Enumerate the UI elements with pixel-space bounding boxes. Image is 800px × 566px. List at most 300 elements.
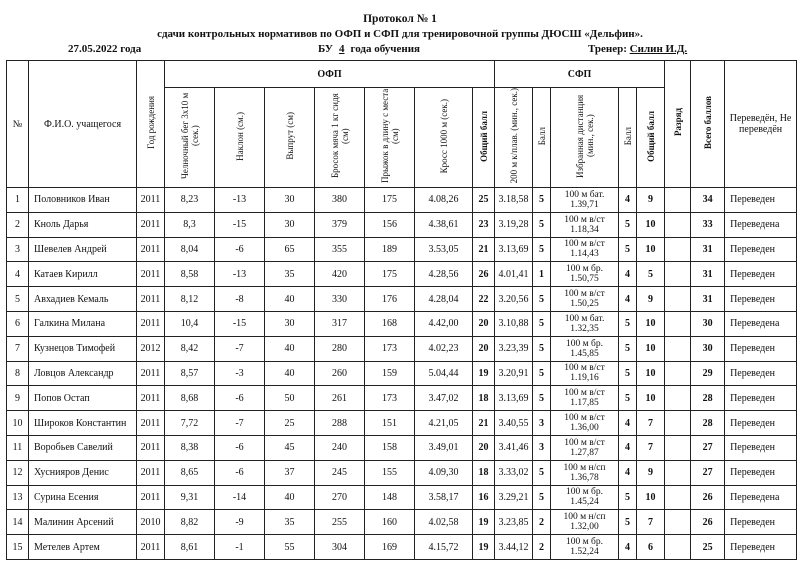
cell-status: Переведена bbox=[725, 485, 797, 510]
cell-rank bbox=[665, 485, 691, 510]
cell-ofp: 25 bbox=[473, 188, 495, 213]
cell-n: 3 bbox=[7, 237, 29, 262]
col-swim200: 200 м к/плав. (мин., сек.) bbox=[495, 88, 533, 188]
cell-long: 160 bbox=[365, 510, 415, 535]
cell-sfp: 10 bbox=[637, 361, 665, 386]
cell-status: Переведен bbox=[725, 435, 797, 460]
cell-ofp: 20 bbox=[473, 435, 495, 460]
cell-birth: 2011 bbox=[137, 287, 165, 312]
table-row bbox=[7, 460, 797, 485]
cell-sfp: 10 bbox=[637, 311, 665, 336]
distance-label: 100 м в/ст bbox=[564, 214, 605, 225]
distance-label: 100 м бр. bbox=[566, 487, 603, 498]
cell-jump: 40 bbox=[265, 361, 315, 386]
cell-s1: 2 bbox=[533, 510, 551, 535]
table-row bbox=[7, 212, 797, 237]
col-num: № bbox=[7, 61, 29, 188]
cell-jump: 50 bbox=[265, 386, 315, 411]
cell-chosen-distance bbox=[551, 311, 619, 336]
cell-status: Переведен bbox=[725, 262, 797, 287]
cell-cross: 3.49,01 bbox=[415, 435, 473, 460]
cell-shuttle: 8,57 bbox=[165, 361, 215, 386]
cell-n: 13 bbox=[7, 485, 29, 510]
cell-s1: 5 bbox=[533, 188, 551, 213]
distance-label: 100 м в/ст bbox=[564, 388, 605, 399]
cell-jump: 40 bbox=[265, 336, 315, 361]
cell-name: Хуснияров Денис bbox=[29, 460, 137, 485]
cell-rank bbox=[665, 460, 691, 485]
distance-time: 1.32,35 bbox=[570, 323, 599, 334]
cell-name: Кноль Дарья bbox=[29, 212, 137, 237]
table-row bbox=[7, 287, 797, 312]
cell-ball: 261 bbox=[315, 386, 365, 411]
cell-birth: 2011 bbox=[137, 460, 165, 485]
cell-s2: 4 bbox=[619, 188, 637, 213]
cell-status: Переведена bbox=[725, 212, 797, 237]
cell-rank bbox=[665, 411, 691, 436]
cell-birth: 2011 bbox=[137, 361, 165, 386]
cell-rank bbox=[665, 435, 691, 460]
cell-bend: -15 bbox=[215, 311, 265, 336]
cell-birth: 2011 bbox=[137, 386, 165, 411]
cell-bend: -13 bbox=[215, 188, 265, 213]
cell-rank bbox=[665, 336, 691, 361]
cell-birth: 2011 bbox=[137, 237, 165, 262]
cell-shuttle: 8,68 bbox=[165, 386, 215, 411]
document-title: Протокол № 1 bbox=[363, 13, 437, 25]
table-row bbox=[7, 262, 797, 287]
distance-time: 1.39,71 bbox=[570, 199, 599, 210]
cell-ofp: 19 bbox=[473, 535, 495, 560]
cell-long: 168 bbox=[365, 311, 415, 336]
cell-name: Галкина Милана bbox=[29, 311, 137, 336]
cell-ball: 288 bbox=[315, 411, 365, 436]
cell-s1: 1 bbox=[533, 262, 551, 287]
cell-sfp: 10 bbox=[637, 237, 665, 262]
coach-name: Силин И.Д. bbox=[629, 43, 688, 55]
cell-shuttle: 8,65 bbox=[165, 460, 215, 485]
cell-cross: 3.53,05 bbox=[415, 237, 473, 262]
cell-n: 10 bbox=[7, 411, 29, 436]
cell-status: Переведен bbox=[725, 510, 797, 535]
distance-time: 1.18,34 bbox=[570, 224, 599, 235]
cell-rank bbox=[665, 188, 691, 213]
distance-label: 100 м бр. bbox=[566, 537, 603, 548]
cell-bend: -3 bbox=[215, 361, 265, 386]
cell-n: 1 bbox=[7, 188, 29, 213]
cell-birth: 2011 bbox=[137, 311, 165, 336]
cell-total: 30 bbox=[691, 336, 725, 361]
cell-bend: -7 bbox=[215, 336, 265, 361]
cell-name: Сурина Есения bbox=[29, 485, 137, 510]
cell-chosen-distance bbox=[551, 386, 619, 411]
cell-total: 31 bbox=[691, 262, 725, 287]
cell-rank bbox=[665, 535, 691, 560]
cell-name: Шевелев Андрей bbox=[29, 237, 137, 262]
cell-status: Переведен bbox=[725, 411, 797, 436]
cell-swim: 3.40,55 bbox=[495, 411, 533, 436]
col-ofp-total: Общий балл bbox=[473, 88, 495, 188]
cell-sfp: 9 bbox=[637, 287, 665, 312]
cell-ofp: 23 bbox=[473, 212, 495, 237]
col-birth: Год рождения bbox=[137, 61, 165, 188]
cell-shuttle: 8,42 bbox=[165, 336, 215, 361]
cell-s2: 5 bbox=[619, 485, 637, 510]
cell-total: 27 bbox=[691, 435, 725, 460]
cell-jump: 55 bbox=[265, 535, 315, 560]
cell-ofp: 18 bbox=[473, 460, 495, 485]
cell-ofp: 22 bbox=[473, 287, 495, 312]
cell-total: 28 bbox=[691, 386, 725, 411]
cell-shuttle: 8,38 bbox=[165, 435, 215, 460]
cell-cross: 4.42,00 bbox=[415, 311, 473, 336]
cell-birth: 2011 bbox=[137, 411, 165, 436]
cell-status: Переведен bbox=[725, 287, 797, 312]
cell-total: 34 bbox=[691, 188, 725, 213]
coach-label: Тренер: bbox=[588, 43, 627, 55]
table-row bbox=[7, 336, 797, 361]
results-table bbox=[6, 60, 797, 560]
cell-long: 159 bbox=[365, 361, 415, 386]
cell-status: Переведена bbox=[725, 311, 797, 336]
distance-label: 100 м в/ст bbox=[564, 239, 605, 250]
cell-shuttle: 9,31 bbox=[165, 485, 215, 510]
cell-rank bbox=[665, 287, 691, 312]
cell-n: 9 bbox=[7, 386, 29, 411]
distance-time: 1.45,85 bbox=[570, 348, 599, 359]
col-long-jump: Прыжок в длину с места (см) bbox=[365, 88, 415, 188]
cell-sfp: 7 bbox=[637, 411, 665, 436]
cell-bend: -7 bbox=[215, 411, 265, 436]
cell-s2: 4 bbox=[619, 535, 637, 560]
cell-s1: 5 bbox=[533, 237, 551, 262]
cell-long: 175 bbox=[365, 188, 415, 213]
cell-birth: 2011 bbox=[137, 435, 165, 460]
distance-time: 1.36,00 bbox=[570, 423, 599, 434]
table-row bbox=[7, 386, 797, 411]
cell-sfp: 5 bbox=[637, 262, 665, 287]
cell-chosen-distance bbox=[551, 287, 619, 312]
cell-n: 4 bbox=[7, 262, 29, 287]
cell-chosen-distance bbox=[551, 262, 619, 287]
cell-bend: -15 bbox=[215, 212, 265, 237]
bu-year: 4 bbox=[338, 43, 345, 55]
coach bbox=[588, 43, 687, 55]
cell-total: 26 bbox=[691, 485, 725, 510]
cell-ball: 270 bbox=[315, 485, 365, 510]
distance-label: 100 м бр. bbox=[566, 264, 603, 275]
col-ball: Бросок мяча 1 кг сидя (см) bbox=[315, 88, 365, 188]
cell-sfp: 10 bbox=[637, 485, 665, 510]
col-bend: Наклон (см.) bbox=[215, 88, 265, 188]
ofp-group-header: ОФП bbox=[165, 61, 495, 88]
cell-name: Ловцов Александр bbox=[29, 361, 137, 386]
table-row bbox=[7, 188, 797, 213]
cell-ofp: 20 bbox=[473, 336, 495, 361]
cell-ball: 330 bbox=[315, 287, 365, 312]
cell-chosen-distance bbox=[551, 460, 619, 485]
bu-prefix: БУ bbox=[318, 43, 333, 55]
cell-status: Переведен bbox=[725, 188, 797, 213]
cell-sfp: 6 bbox=[637, 535, 665, 560]
distance-time: 1.32,00 bbox=[570, 522, 599, 533]
cell-s1: 5 bbox=[533, 386, 551, 411]
cell-shuttle: 8,04 bbox=[165, 237, 215, 262]
cell-long: 169 bbox=[365, 535, 415, 560]
table-row bbox=[7, 411, 797, 436]
distance-label: 100 м бр. bbox=[566, 338, 603, 349]
cell-shuttle: 8,23 bbox=[165, 188, 215, 213]
cell-rank bbox=[665, 311, 691, 336]
cell-n: 7 bbox=[7, 336, 29, 361]
distance-time: 1.36,78 bbox=[570, 472, 599, 483]
distance-time: 1.50,25 bbox=[570, 299, 599, 310]
cell-name: Широков Константин bbox=[29, 411, 137, 436]
cell-swim: 3.19,28 bbox=[495, 212, 533, 237]
cell-ofp: 20 bbox=[473, 311, 495, 336]
col-jump-up: Выпрут (см) bbox=[265, 88, 315, 188]
cell-total: 25 bbox=[691, 535, 725, 560]
cell-swim: 3.13,69 bbox=[495, 237, 533, 262]
cell-s2: 4 bbox=[619, 460, 637, 485]
distance-label: 100 м в/ст bbox=[564, 289, 605, 300]
cell-n: 15 bbox=[7, 535, 29, 560]
cell-s2: 4 bbox=[619, 262, 637, 287]
cell-name: Половников Иван bbox=[29, 188, 137, 213]
cell-ball: 420 bbox=[315, 262, 365, 287]
cell-s2: 5 bbox=[619, 361, 637, 386]
cell-n: 11 bbox=[7, 435, 29, 460]
cell-name: Авхадиев Кемаль bbox=[29, 287, 137, 312]
cell-long: 151 bbox=[365, 411, 415, 436]
cell-s1: 5 bbox=[533, 336, 551, 361]
cell-status: Переведен bbox=[725, 361, 797, 386]
cell-ball: 245 bbox=[315, 460, 365, 485]
cell-total: 26 bbox=[691, 510, 725, 535]
cell-rank bbox=[665, 262, 691, 287]
cell-shuttle: 7,72 bbox=[165, 411, 215, 436]
cell-ball: 379 bbox=[315, 212, 365, 237]
cell-birth: 2011 bbox=[137, 262, 165, 287]
cell-swim: 3.20,91 bbox=[495, 361, 533, 386]
distance-label: 100 м бат. bbox=[564, 189, 605, 200]
bu-suffix: года обучения bbox=[350, 43, 420, 55]
sfp-group-header: СФП bbox=[495, 61, 665, 88]
cell-cross: 3.58,17 bbox=[415, 485, 473, 510]
cell-ball: 255 bbox=[315, 510, 365, 535]
cell-s1: 5 bbox=[533, 212, 551, 237]
cell-long: 173 bbox=[365, 336, 415, 361]
cell-rank bbox=[665, 212, 691, 237]
cell-cross: 4.21,05 bbox=[415, 411, 473, 436]
cell-shuttle: 8,82 bbox=[165, 510, 215, 535]
cell-status: Переведен bbox=[725, 535, 797, 560]
cell-long: 156 bbox=[365, 212, 415, 237]
cell-sfp: 7 bbox=[637, 435, 665, 460]
cell-bend: -13 bbox=[215, 262, 265, 287]
cell-jump: 37 bbox=[265, 460, 315, 485]
cell-cross: 4.28,04 bbox=[415, 287, 473, 312]
cell-s2: 5 bbox=[619, 386, 637, 411]
cell-shuttle: 8,3 bbox=[165, 212, 215, 237]
cell-bend: -6 bbox=[215, 237, 265, 262]
cell-jump: 40 bbox=[265, 485, 315, 510]
cell-name: Воробьев Савелий bbox=[29, 435, 137, 460]
cell-sfp: 9 bbox=[637, 460, 665, 485]
col-grand-total: Всего баллов bbox=[691, 61, 725, 188]
cell-ofp: 26 bbox=[473, 262, 495, 287]
cell-sfp: 10 bbox=[637, 386, 665, 411]
cell-shuttle: 8,61 bbox=[165, 535, 215, 560]
col-chosen-distance: Избранная дистанция (мин., сек.) bbox=[551, 88, 619, 188]
col-name: Ф.И.О. учащегося bbox=[29, 61, 137, 188]
cell-ofp: 21 bbox=[473, 411, 495, 436]
distance-time: 1.50,75 bbox=[570, 274, 599, 285]
cell-s2: 4 bbox=[619, 287, 637, 312]
cell-s2: 5 bbox=[619, 311, 637, 336]
cell-birth: 2012 bbox=[137, 336, 165, 361]
cell-n: 5 bbox=[7, 287, 29, 312]
cell-sfp: 7 bbox=[637, 510, 665, 535]
cell-long: 155 bbox=[365, 460, 415, 485]
training-year bbox=[318, 43, 420, 55]
cell-cross: 4.15,72 bbox=[415, 535, 473, 560]
cell-jump: 40 bbox=[265, 287, 315, 312]
cell-ball: 380 bbox=[315, 188, 365, 213]
cell-ball: 260 bbox=[315, 361, 365, 386]
cell-ball: 304 bbox=[315, 535, 365, 560]
cell-cross: 5.04,44 bbox=[415, 361, 473, 386]
cell-chosen-distance bbox=[551, 485, 619, 510]
cell-name: Метелев Артем bbox=[29, 535, 137, 560]
cell-long: 148 bbox=[365, 485, 415, 510]
cell-rank bbox=[665, 510, 691, 535]
cell-bend: -14 bbox=[215, 485, 265, 510]
cell-s1: 5 bbox=[533, 287, 551, 312]
table-row bbox=[7, 535, 797, 560]
col-sfp-total: Общий балл bbox=[637, 88, 665, 188]
cell-total: 27 bbox=[691, 460, 725, 485]
cell-swim: 3.44,12 bbox=[495, 535, 533, 560]
cell-s2: 5 bbox=[619, 237, 637, 262]
cell-s1: 5 bbox=[533, 361, 551, 386]
distance-label: 100 м в/ст bbox=[564, 413, 605, 424]
distance-label: 100 м бат. bbox=[564, 313, 605, 324]
cell-swim: 3.23,85 bbox=[495, 510, 533, 535]
cell-chosen-distance bbox=[551, 212, 619, 237]
cell-sfp: 9 bbox=[637, 188, 665, 213]
cell-swim: 3.20,56 bbox=[495, 287, 533, 312]
cell-swim: 4.01,41 bbox=[495, 262, 533, 287]
distance-label: 100 м н/сп bbox=[563, 512, 606, 523]
cell-swim: 3.33,02 bbox=[495, 460, 533, 485]
cell-shuttle: 8,58 bbox=[165, 262, 215, 287]
cell-bend: -6 bbox=[215, 435, 265, 460]
cell-total: 30 bbox=[691, 311, 725, 336]
table-row bbox=[7, 485, 797, 510]
cell-jump: 25 bbox=[265, 411, 315, 436]
cell-jump: 30 bbox=[265, 188, 315, 213]
cell-shuttle: 8,12 bbox=[165, 287, 215, 312]
cell-name: Попов Остап bbox=[29, 386, 137, 411]
distance-time: 1.52,24 bbox=[570, 547, 599, 558]
cell-n: 8 bbox=[7, 361, 29, 386]
cell-ofp: 19 bbox=[473, 510, 495, 535]
cell-birth: 2011 bbox=[137, 535, 165, 560]
cell-jump: 35 bbox=[265, 262, 315, 287]
cell-jump: 30 bbox=[265, 212, 315, 237]
cell-ball: 240 bbox=[315, 435, 365, 460]
cell-birth: 2010 bbox=[137, 510, 165, 535]
cell-cross: 4.28,56 bbox=[415, 262, 473, 287]
cell-s1: 5 bbox=[533, 460, 551, 485]
cell-s2: 5 bbox=[619, 212, 637, 237]
cell-total: 29 bbox=[691, 361, 725, 386]
cell-chosen-distance bbox=[551, 411, 619, 436]
cell-ball: 280 bbox=[315, 336, 365, 361]
cell-s2: 5 bbox=[619, 510, 637, 535]
cell-jump: 65 bbox=[265, 237, 315, 262]
cell-status: Переведен bbox=[725, 460, 797, 485]
cell-long: 189 bbox=[365, 237, 415, 262]
distance-time: 1.27,87 bbox=[570, 447, 599, 458]
cell-status: Переведен bbox=[725, 386, 797, 411]
cell-jump: 35 bbox=[265, 510, 315, 535]
cell-s1: 5 bbox=[533, 485, 551, 510]
cell-bend: -1 bbox=[215, 535, 265, 560]
cell-chosen-distance bbox=[551, 435, 619, 460]
cell-swim: 3.10,88 bbox=[495, 311, 533, 336]
cell-s2: 4 bbox=[619, 411, 637, 436]
cell-rank bbox=[665, 361, 691, 386]
cell-total: 31 bbox=[691, 237, 725, 262]
cell-bend: -6 bbox=[215, 460, 265, 485]
cell-status: Переведен bbox=[725, 336, 797, 361]
cell-birth: 2011 bbox=[137, 485, 165, 510]
cell-name: Кузнецов Тимофей bbox=[29, 336, 137, 361]
cell-n: 14 bbox=[7, 510, 29, 535]
cell-cross: 4.09,30 bbox=[415, 460, 473, 485]
document-subtitle: сдачи контрольных нормативов по ОФП и СФП для тренировочной группы ДЮСШ «Дельфин». bbox=[157, 28, 643, 40]
distance-time: 1.19,16 bbox=[570, 373, 599, 384]
cell-swim: 3.41,46 bbox=[495, 435, 533, 460]
col-cross: Кросс 1000 м (сек.) bbox=[415, 88, 473, 188]
cell-total: 33 bbox=[691, 212, 725, 237]
cell-jump: 30 bbox=[265, 311, 315, 336]
cell-chosen-distance bbox=[551, 510, 619, 535]
cell-sfp: 10 bbox=[637, 212, 665, 237]
table-row bbox=[7, 237, 797, 262]
cell-shuttle: 10,4 bbox=[165, 311, 215, 336]
cell-long: 175 bbox=[365, 262, 415, 287]
cell-n: 12 bbox=[7, 460, 29, 485]
cell-bend: -9 bbox=[215, 510, 265, 535]
cell-ball: 355 bbox=[315, 237, 365, 262]
cell-s1: 2 bbox=[533, 535, 551, 560]
distance-time: 1.45,24 bbox=[570, 497, 599, 508]
cell-swim: 3.13,69 bbox=[495, 386, 533, 411]
cell-bend: -6 bbox=[215, 386, 265, 411]
distance-label: 100 м в/ст bbox=[564, 437, 605, 448]
table-row bbox=[7, 510, 797, 535]
results-body bbox=[7, 188, 797, 560]
cell-bend: -8 bbox=[215, 287, 265, 312]
cell-s1: 5 bbox=[533, 311, 551, 336]
cell-sfp: 10 bbox=[637, 336, 665, 361]
col-rank: Разряд bbox=[665, 61, 691, 188]
cell-ball: 317 bbox=[315, 311, 365, 336]
cell-cross: 4.38,61 bbox=[415, 212, 473, 237]
